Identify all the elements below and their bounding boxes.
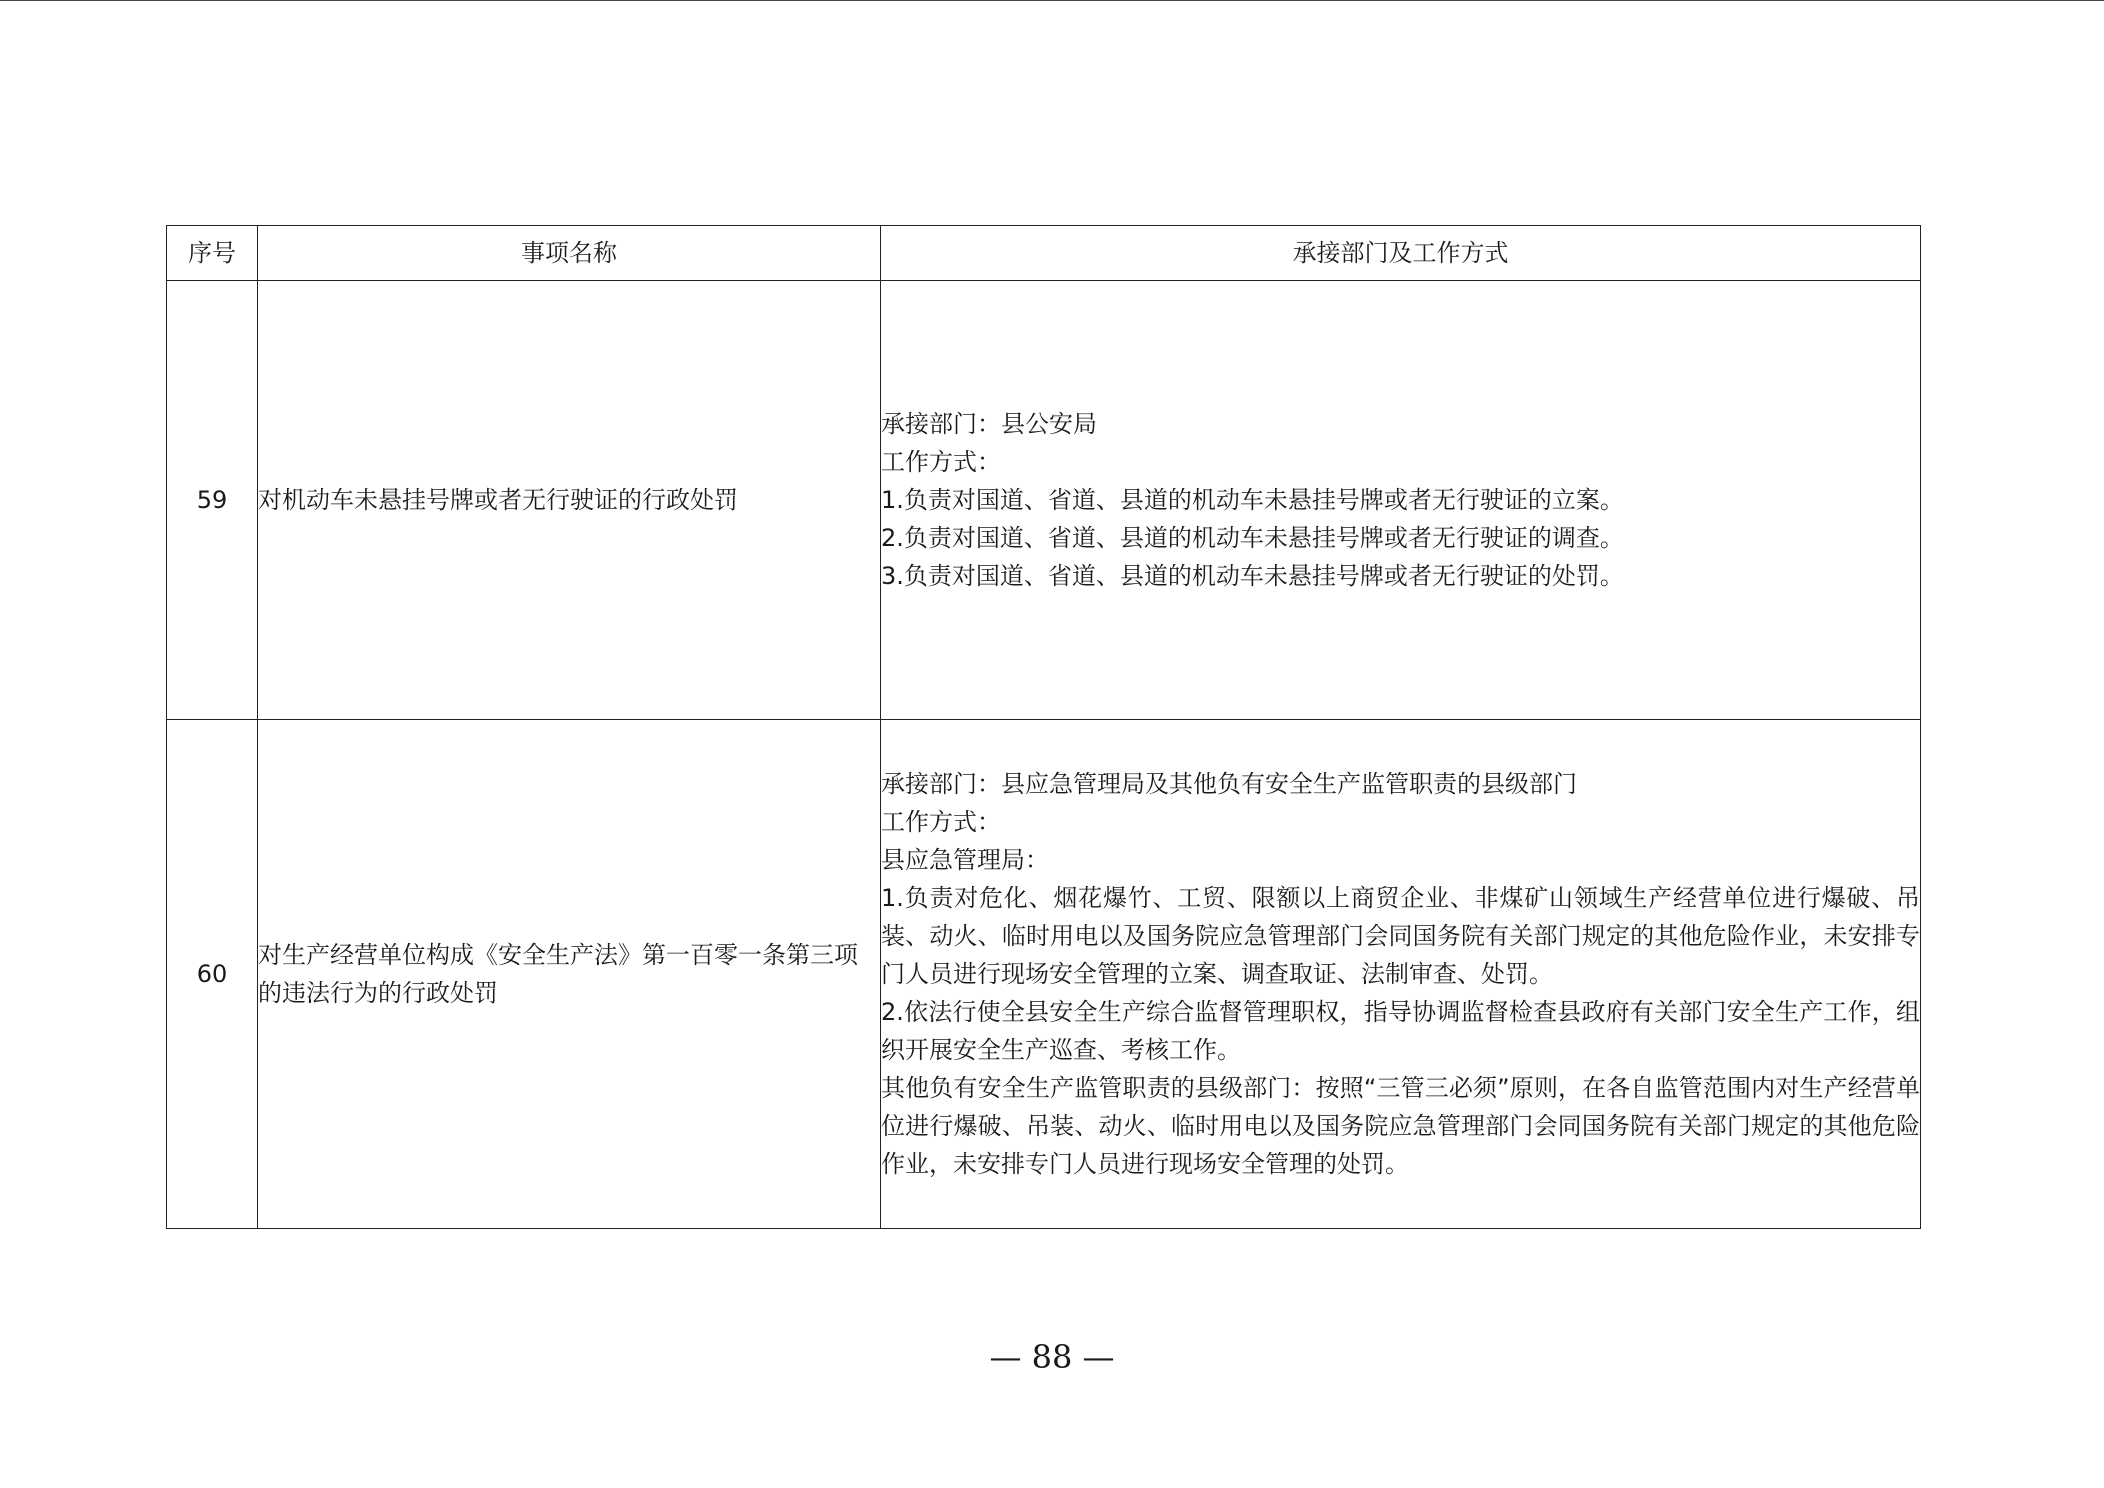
table-row (167, 720, 1921, 1229)
header-department-and-method: 承接部门及工作方式 (881, 226, 1921, 281)
dept-line: 2.依法行使全县安全生产综合监督管理职权，指导协调监督检查县政府有关部门安全生产工作，组织开展安全生产巡查、考核工作。 (881, 998, 1920, 1064)
page-number: — 88 — (989, 1338, 1115, 1376)
dept-line: 工作方式： (881, 448, 1001, 476)
dept-line: 1.负责对国道、省道、县道的机动车未悬挂号牌或者无行驶证的立案。 (881, 486, 1624, 514)
page-top-border (0, 0, 2104, 1)
header-item-name: 事项名称 (258, 226, 881, 281)
dept-line: 承接部门：县公安局 (881, 410, 1097, 438)
dept-line: 3.负责对国道、省道、县道的机动车未悬挂号牌或者无行驶证的处罚。 (881, 562, 1624, 590)
dept-line: 其他负有安全生产监管职责的县级部门：按照“三管三必须”原则，在各自监管范围内对生产经营单位进行爆破、吊装、动火、临时用电以及国务院应急管理部门会同国务院有关部门规定的其他危险作业，未安排专门人员进行现场安全管理的处罚。 (881, 1074, 1920, 1178)
dept-line: 1.负责对危化、烟花爆竹、工贸、限额以上商贸企业、非煤矿山领域生产经营单位进行爆破、吊装、动火、临时用电以及国务院应急管理部门会同国务院有关部门规定的其他危险作业，未安排专门人员进行现场安全管理的立案、调查取证、法制审查、处罚。 (881, 884, 1920, 988)
dept-line: 承接部门：县应急管理局及其他负有安全生产监管职责的县级部门 (881, 770, 1577, 798)
row-item-name: 对机动车未悬挂号牌或者无行驶证的行政处罚 (258, 281, 881, 720)
items-table (166, 225, 1921, 1229)
dept-line: 2.负责对国道、省道、县道的机动车未悬挂号牌或者无行驶证的调查。 (881, 524, 1624, 552)
row-item-name: 对生产经营单位构成《安全生产法》第一百零一条第三项的违法行为的行政处罚 (258, 720, 881, 1229)
row-department-and-method (881, 720, 1921, 1229)
row-department-and-method (881, 281, 1921, 720)
row-serial-number: 59 (167, 281, 258, 720)
table-header-row (167, 226, 1921, 281)
header-serial-number: 序号 (167, 226, 258, 281)
dept-line: 工作方式： (881, 808, 1001, 836)
table-row (167, 281, 1921, 720)
row-serial-number: 60 (167, 720, 258, 1229)
dept-line: 县应急管理局： (881, 846, 1049, 874)
